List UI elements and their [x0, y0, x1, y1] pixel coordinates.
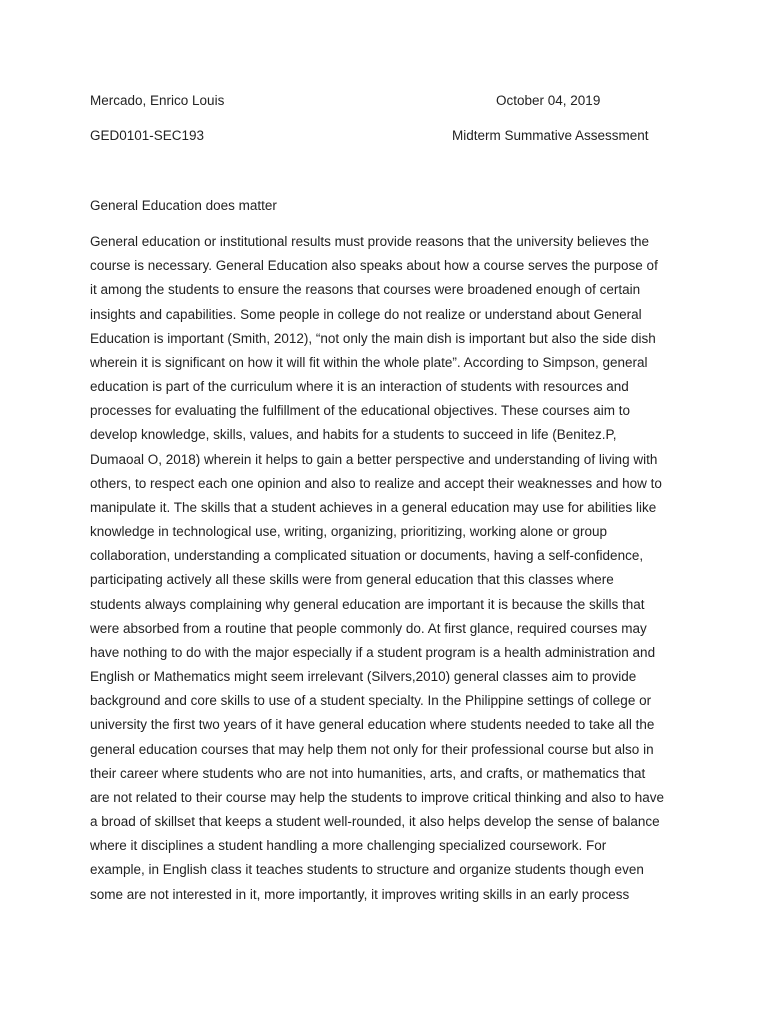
essay-line: course is necessary. General Education also speaks about how a course serves the purpose of [90, 258, 658, 274]
essay-body [90, 233, 690, 910]
document-date: October 04, 2019 [496, 93, 601, 108]
essay-line: were absorbed from a routine that people commonly do. At first glance, required courses may [90, 620, 647, 636]
assessment-title: Midterm Summative Assessment [452, 128, 649, 143]
essay-line: English or Mathematics might seem irrelevant (Silvers,2010) general classes aim to provide [90, 669, 637, 685]
essay-line: some are not interested in it, more importantly, it improves writing skills in an early process [90, 886, 630, 902]
author-name: Mercado, Enrico Louis [90, 93, 225, 108]
course-code: GED0101-SEC193 [90, 128, 205, 143]
essay-line: Dumaoal O, 2018) wherein it helps to gain a better perspective and understanding of living with [90, 451, 658, 467]
essay-line: it among the students to ensure the reasons that courses were broadened enough of certain [90, 282, 641, 298]
essay-line: participating actively all these skills were from general education that this classes where [90, 572, 614, 588]
essay-line: knowledge in technological use, writing, organizing, prioritizing, working alone or group [90, 524, 608, 540]
essay-line: Education is important (Smith, 2012), “not only the main dish is important but also the side dish [90, 330, 656, 346]
essay-line: have nothing to do with the major especially if a student program is a health administration and [90, 644, 656, 660]
essay-line: students always complaining why general education are important it is because the skills that [90, 596, 645, 612]
essay-line: others, to respect each one opinion and also to realize and accept their weaknesses and how to [90, 475, 662, 491]
essay-line: wherein it is significant on how it will fit within the whole plate”. According to Simpson, general [90, 354, 648, 370]
essay-line: background and core skills to use of a student specialty. In the Philippine settings of college or [90, 693, 652, 709]
essay-line: are not related to their course may help the students to improve critical thinking and also to have [90, 789, 665, 805]
essay-line: where it disciplines a student handling a more challenging specialized coursework. For [90, 838, 607, 854]
essay-line: collaboration, understanding a complicated situation or documents, having a self-confidence, [90, 548, 644, 564]
essay-title: General Education does matter [90, 198, 277, 213]
essay-line: General education or institutional results must provide reasons that the university believes the [90, 234, 650, 249]
essay-line: processes for evaluating the fulfillment of the educational objectives. These courses aim to [90, 403, 631, 419]
essay-line: develop knowledge, skills, values, and habits for a students to succeed in life (Benitez.P, [90, 427, 617, 443]
essay-line: their career where students who are not into humanities, arts, and crafts, or mathematics that [90, 765, 646, 781]
essay-line: education is part of the curriculum where it is an interaction of students with resources and [90, 379, 629, 395]
essay-line: general education courses that may help them not only for their professional course but also in [90, 741, 654, 757]
essay-line: a broad of skillset that keeps a student well-rounded, it also helps develop the sense of balance [90, 814, 660, 830]
essay-line: university the first two years of it have general education where students needed to take all the [90, 717, 655, 733]
essay-line: insights and capabilities. Some people in college do not realize or understand about General [90, 306, 642, 322]
essay-line: manipulate it. The skills that a student achieves in a general education may use for abilities like [90, 499, 657, 515]
essay-line: example, in English class it teaches students to structure and organize students though even [90, 862, 644, 878]
